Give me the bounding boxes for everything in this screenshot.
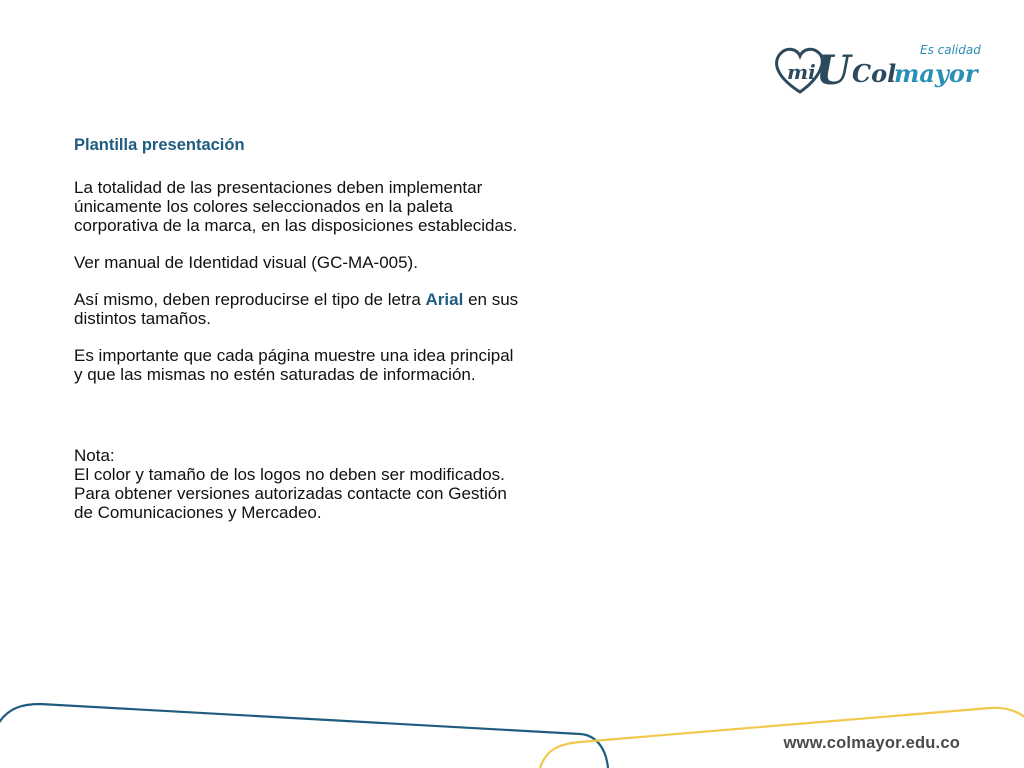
logo-word-u: U bbox=[816, 47, 851, 94]
logo-word-mi: mi bbox=[787, 60, 816, 84]
note-text: El color y tamaño de los logos no deben ser modificados. Para obtener versiones autorizadas contacte con Gestión de Comunicaciones y Mercadeo. bbox=[74, 465, 507, 522]
content-block bbox=[74, 134, 524, 540]
logo-word-col: Col bbox=[852, 59, 897, 88]
colmayor-logo bbox=[770, 34, 990, 100]
logo-word-mayor: mayor bbox=[894, 59, 978, 88]
website-url[interactable]: www.colmayor.edu.co bbox=[783, 734, 960, 752]
page-subtitle: Plantilla presentación bbox=[74, 136, 245, 154]
paragraph-font-text: Así mismo, deben reproducirse el tipo de letra bbox=[74, 290, 421, 309]
blue-curve bbox=[0, 704, 608, 768]
decorative-curves bbox=[0, 690, 1024, 768]
paragraph-font bbox=[74, 290, 524, 328]
mi-u-colmayor-logo-icon bbox=[770, 34, 990, 100]
note-label: Nota: bbox=[74, 446, 115, 465]
paragraph-colors: La totalidad de las presentaciones deben implementar únicamente los colores seleccionados en la paleta corporativa de la marca, en las disposiciones establecidas. bbox=[74, 178, 518, 235]
font-name-highlight: Arial bbox=[425, 290, 464, 309]
logo-tagline: Es calidad bbox=[920, 43, 981, 57]
paragraph-main-idea: Es importante que cada página muestre una idea principal y que las mismas no estén saturadas de información. bbox=[74, 346, 514, 384]
spacer bbox=[74, 402, 524, 446]
paragraph-font-text-end: en sus distintos tamaños. bbox=[74, 290, 519, 328]
paragraph-manual: Ver manual de Identidad visual (GC-MA-005). bbox=[74, 253, 418, 272]
